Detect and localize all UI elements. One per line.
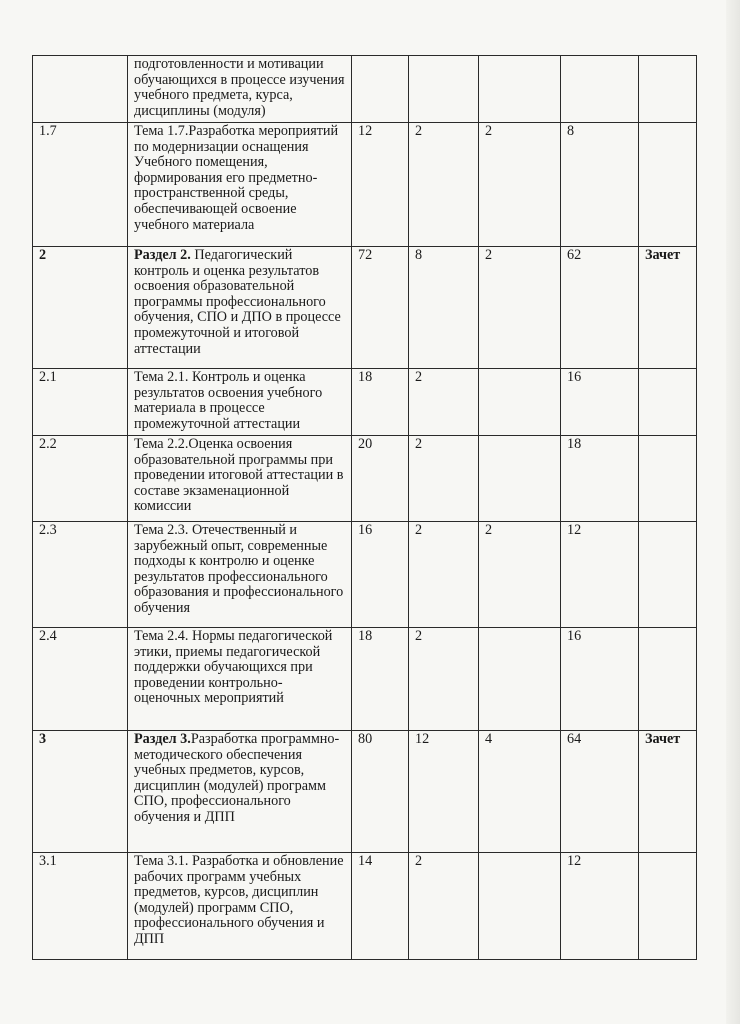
row-number: 3.1: [33, 853, 128, 960]
row-hours-col3: [561, 56, 639, 123]
row-assessment-form: [639, 56, 697, 123]
row-assessment-form: [639, 853, 697, 960]
row-number: 2.1: [33, 369, 128, 436]
row-title: [128, 522, 352, 628]
row-title-text: Тема 2.1. Контроль и оценка результатов освоения учебного материала в процессе промежуточной аттестации: [134, 369, 323, 432]
table-row: [33, 731, 697, 853]
row-title: [128, 56, 352, 123]
row-number: 2.2: [33, 436, 128, 522]
curriculum-table: [32, 55, 697, 960]
row-assessment-form: Зачет: [639, 731, 697, 853]
row-total-hours: 12: [352, 123, 409, 247]
row-total-hours: 80: [352, 731, 409, 853]
table-row: [33, 628, 697, 731]
row-hours-col2: [479, 436, 561, 522]
row-total-hours: 72: [352, 247, 409, 369]
table-row: [33, 247, 697, 369]
table-row: [33, 123, 697, 247]
row-assessment-form: Зачет: [639, 247, 697, 369]
row-hours-col1: 2: [409, 369, 479, 436]
row-assessment-form: [639, 369, 697, 436]
row-assessment-form: [639, 123, 697, 247]
row-number: [33, 56, 128, 123]
row-hours-col2: 4: [479, 731, 561, 853]
row-title: [128, 628, 352, 731]
row-hours-col2: 2: [479, 123, 561, 247]
row-hours-col1: 12: [409, 731, 479, 853]
row-hours-col2: 2: [479, 522, 561, 628]
row-title: [128, 369, 352, 436]
row-title: [128, 123, 352, 247]
row-number: 1.7: [33, 123, 128, 247]
page-edge: [726, 0, 740, 1024]
table-row: [33, 436, 697, 522]
row-title: [128, 247, 352, 369]
row-hours-col3: 12: [561, 522, 639, 628]
row-hours-col2: [479, 853, 561, 960]
row-number: 2.3: [33, 522, 128, 628]
table-row: [33, 522, 697, 628]
row-number: 2.4: [33, 628, 128, 731]
row-hours-col2: [479, 628, 561, 731]
row-total-hours: 20: [352, 436, 409, 522]
row-hours-col3: 64: [561, 731, 639, 853]
row-total-hours: 18: [352, 628, 409, 731]
row-total-hours: [352, 56, 409, 123]
row-title-text: Тема 2.2.Оценка освоения образовательной программы при проведении итоговой аттестации в составе экзаменационной комиссии: [134, 436, 344, 515]
row-assessment-form: [639, 522, 697, 628]
row-assessment-form: [639, 628, 697, 731]
row-hours-col2: [479, 369, 561, 436]
row-hours-col3: 8: [561, 123, 639, 247]
row-title-text: Тема 3.1. Разработка и обновление рабочих программ учебных предметов, курсов, дисциплин (модулей) программ СПО, профессионального обучения и ДПП: [134, 853, 344, 947]
row-title-text: Разработка программно-методического обеспечения учебных предметов, курсов, дисциплин (модулей) программ СПО, профессионального обучения и ДПП: [134, 731, 340, 825]
row-total-hours: 18: [352, 369, 409, 436]
row-hours-col3: 16: [561, 369, 639, 436]
row-title-text: Тема 1.7.Разработка мероприятий по модернизации оснащения Учебного помещения, формирования его предметно-пространственной среды, обеспечивающей освоение учебного материала: [134, 123, 339, 233]
table-row: [33, 369, 697, 436]
row-hours-col1: 2: [409, 853, 479, 960]
row-number: 2: [33, 247, 128, 369]
row-title-text: подготовленности и мотивации обучающихся в процессе изучения учебного предмета, курса, дисциплины (модуля): [134, 56, 345, 119]
row-title-text: Тема 2.4. Нормы педагогической этики, приемы педагогической поддержки обучающихся при проведении контрольно-оценочных мероприятий: [134, 628, 333, 707]
row-title: [128, 731, 352, 853]
row-assessment-form: [639, 436, 697, 522]
row-hours-col1: 2: [409, 123, 479, 247]
row-hours-col1: 2: [409, 628, 479, 731]
row-hours-col2: [479, 56, 561, 123]
row-hours-col3: 62: [561, 247, 639, 369]
row-total-hours: 16: [352, 522, 409, 628]
row-hours-col1: 2: [409, 436, 479, 522]
row-title-text: Педагогический контроль и оценка результатов освоения образовательной программы профессионального обучения, СПО и ДПО в процессе промежуточной и итоговой аттестации: [134, 247, 341, 357]
row-hours-col3: 18: [561, 436, 639, 522]
row-hours-col3: 16: [561, 628, 639, 731]
row-title-bold: Раздел 3.: [134, 731, 191, 747]
row-number: 3: [33, 731, 128, 853]
row-title: [128, 436, 352, 522]
row-hours-col1: 2: [409, 522, 479, 628]
table-row: [33, 853, 697, 960]
row-hours-col1: 8: [409, 247, 479, 369]
row-title-bold: Раздел 2.: [134, 247, 191, 263]
row-title-text: Тема 2.3. Отечественный и зарубежный опыт, современные подходы к контролю и оценке результатов профессионального образования и профессионального обучения: [134, 522, 344, 616]
row-total-hours: 14: [352, 853, 409, 960]
row-hours-col3: 12: [561, 853, 639, 960]
row-hours-col2: 2: [479, 247, 561, 369]
table-row: [33, 56, 697, 123]
row-title: [128, 853, 352, 960]
row-hours-col1: [409, 56, 479, 123]
